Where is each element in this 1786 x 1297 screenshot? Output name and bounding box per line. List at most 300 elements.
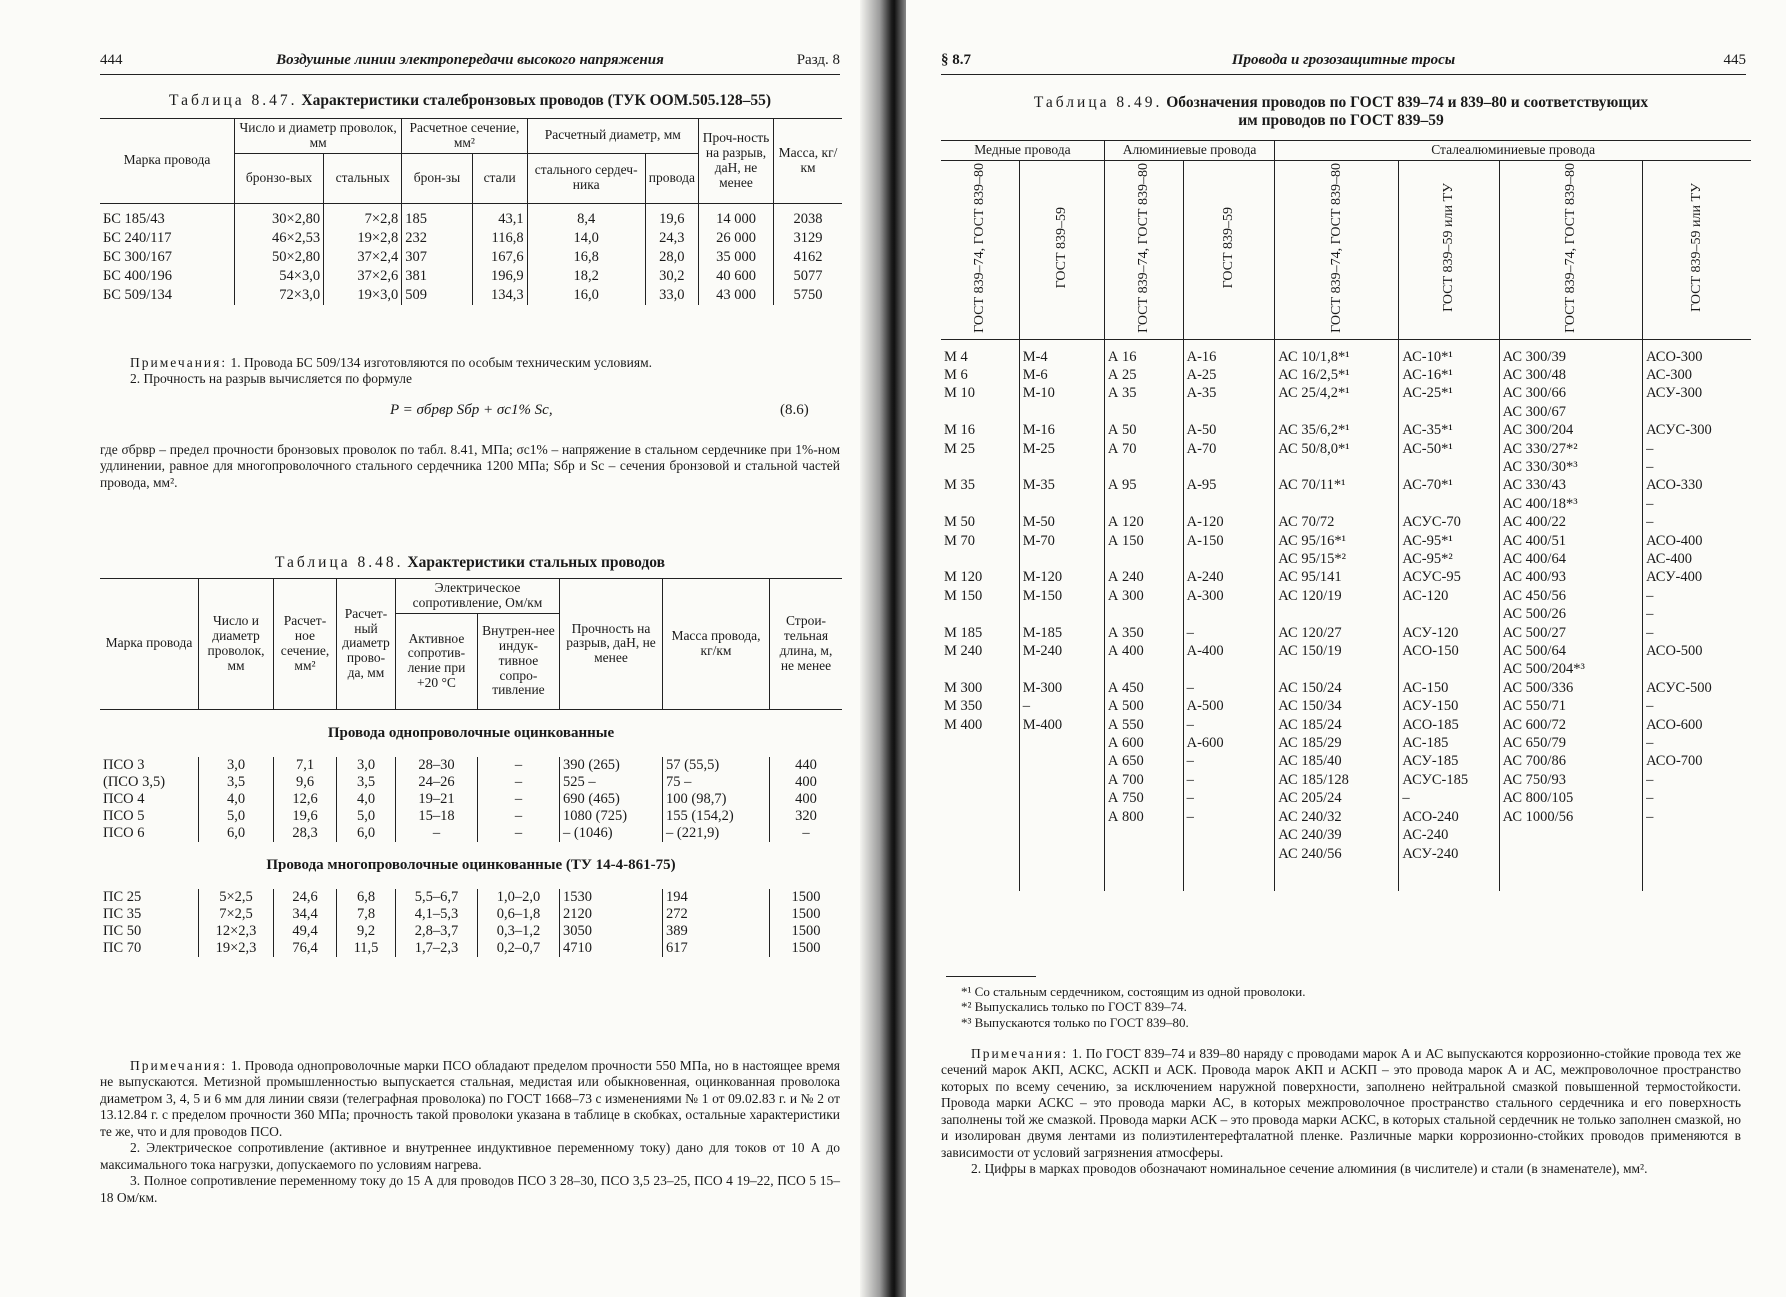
cell-copper-new: М 6	[944, 366, 968, 383]
cell-calc-diam: 4,0	[337, 791, 396, 808]
table-row	[941, 458, 1751, 476]
cell-sa1-old	[1399, 458, 1499, 476]
cell-copper-new: М 4	[944, 348, 968, 365]
cell-aluminum-old: –	[1183, 752, 1275, 770]
cell-core-diam: 18,2	[527, 267, 645, 286]
cell-mark: ПС 25	[103, 888, 142, 905]
cell-active: 5,5–6,7	[396, 889, 478, 906]
cell-copper-old: М-70	[1019, 532, 1104, 550]
cell-mass: 5077	[774, 267, 843, 286]
cell-copper-old	[1019, 826, 1104, 844]
cell-active: –	[396, 825, 478, 842]
col-steel: стальных	[324, 153, 402, 203]
table-848-body	[100, 709, 842, 957]
cell-sa2-new: АС 300/66	[1502, 385, 1566, 402]
cell-aluminum-new	[1104, 403, 1183, 421]
cell-aluminum-new	[1104, 458, 1183, 476]
cell-sa1-new: АС 50/8,0*¹	[1278, 440, 1350, 457]
cell-mark: ПСО 4	[103, 790, 145, 807]
left-page	[0, 0, 880, 1297]
cell-sa2-old: АС-400	[1643, 550, 1751, 568]
col-calc-diam: Расчетный диаметр, мм	[527, 119, 698, 154]
cell-wire-diam: 28,0	[645, 248, 698, 267]
cell-calc-section: 19,6	[274, 808, 337, 825]
cell-inductive: –	[477, 774, 559, 791]
table-848-caption: Таблица 8.48. Характеристики стальных проводов	[274, 554, 666, 571]
cell-sa2-new: АС 750/93	[1502, 771, 1566, 788]
cell-aluminum-new: А 500	[1107, 698, 1144, 715]
cell-aluminum-old: А-95	[1183, 476, 1275, 494]
cell-copper-new	[941, 826, 1019, 844]
cell-sa1-old: АС-70*¹	[1399, 476, 1499, 494]
cell-sa1-new: АС 185/24	[1278, 716, 1342, 733]
table-row	[941, 568, 1751, 586]
cell-strength: 3050	[560, 923, 663, 940]
cell-sa1-new: АС 120/19	[1278, 587, 1342, 604]
cell-copper-new	[941, 605, 1019, 623]
cell-sa2-new: АС 400/22	[1502, 514, 1566, 531]
col-length: Строи-тельная длина, м, не менее	[770, 579, 843, 710]
cell-sa1-new: АС 240/39	[1278, 827, 1342, 844]
cell-copper-old: М-400	[1019, 716, 1104, 734]
cell-sa2-old: –	[1643, 624, 1751, 642]
cell-copper-new: М 50	[944, 514, 976, 531]
col-copper-new: ГОСТ 839–74, ГОСТ 839–80	[941, 160, 1019, 339]
col-sec-steel: стали	[472, 153, 527, 203]
cell-copper-new	[941, 403, 1019, 421]
cell-strength: 525 –	[560, 774, 663, 791]
cell-copper-old	[1019, 808, 1104, 826]
cell-length: 400	[770, 791, 843, 808]
col-mass: Масса, кг/км	[774, 119, 843, 204]
table-filler-row	[941, 863, 1751, 891]
cell-aluminum-new: А 450	[1107, 679, 1144, 696]
cell-mark: ПС 35	[103, 905, 142, 922]
cell-calc-diam: 3,5	[337, 774, 396, 791]
table-row	[100, 791, 842, 808]
cell-sa1-new: АС 70/72	[1278, 514, 1335, 531]
cell-sa2-old: АСО-330	[1643, 476, 1751, 494]
cell-copper-new: М 35	[944, 477, 976, 494]
cell-aluminum-new: А 50	[1107, 422, 1137, 439]
cell-strength: 1530	[560, 889, 663, 906]
table-row	[941, 789, 1751, 807]
cell-copper-old: М-10	[1019, 384, 1104, 402]
col-active: Активное сопротив-ление при +20 °С	[396, 613, 478, 709]
cell-sec-steel: 196,9	[472, 267, 527, 286]
cell-mass: 57 (55,5)	[663, 757, 770, 774]
cell-sa2-old: АСУС-500	[1643, 679, 1751, 697]
group-heading: Провода однопроволочные оцинкованные	[327, 724, 615, 741]
cell-aluminum-old	[1183, 845, 1275, 863]
cell-calc-diam: 9,2	[337, 923, 396, 940]
cell-sa1-new: АС 185/128	[1278, 771, 1349, 788]
cell-mark: ПС 70	[103, 939, 142, 956]
table-row	[941, 366, 1751, 384]
cell-copper-new	[941, 789, 1019, 807]
cell-inductive: 0,6–1,8	[477, 906, 559, 923]
cell-copper-old	[1019, 845, 1104, 863]
formula-8-6: P = σбрвр Sбр + σс1% Sс,	[390, 402, 553, 418]
cell-sa1-old: АС-120	[1399, 587, 1499, 605]
cell-sa1-new: АС 70/11*¹	[1278, 477, 1346, 494]
cell-sec-bronze: 381	[402, 267, 472, 286]
cell-sa1-new	[1275, 403, 1399, 421]
cell-sa1-old: АС-185	[1399, 734, 1499, 752]
cell-sa2-new: АС 500/336	[1502, 679, 1574, 696]
cell-copper-new	[941, 734, 1019, 752]
cell-sa2-new: АС 330/43	[1502, 477, 1566, 494]
cell-strength: – (1046)	[560, 825, 663, 842]
cell-mark: БС 240/117	[103, 229, 172, 246]
cell-core-diam: 16,8	[527, 248, 645, 267]
cell-steel-wires: 37×2,4	[324, 248, 402, 267]
cell-strength: 2120	[560, 906, 663, 923]
cell-sa1-new: АС 95/141	[1278, 569, 1342, 586]
table-848	[100, 578, 842, 957]
cell-bronze-wires: 30×2,80	[235, 203, 324, 229]
cell-steel-wires: 19×2,8	[324, 229, 402, 248]
cell-mass: 100 (98,7)	[663, 791, 770, 808]
cell-sa1-new: АС 150/24	[1278, 679, 1342, 696]
cell-copper-old	[1019, 458, 1104, 476]
cell-sa2-new: АС 400/64	[1502, 551, 1566, 567]
filler-cell	[1499, 863, 1642, 891]
formula-explanation: где σбрвр – предел прочности бронзовых проволок по табл. 8.41, МПа; σс1% – напряжение в стальном сердечнике при 1%-ном удлинении, равное для многопроволочного стального сердечника 1200 МПа; Sбр и Sс – сечения бронзовой и стальной частей провода, мм².	[100, 442, 840, 490]
cell-strength: 690 (465)	[560, 791, 663, 808]
cell-aluminum-new: А 16	[1107, 348, 1137, 365]
cell-sa2-new: АС 800/105	[1502, 790, 1574, 807]
cell-copper-old: М-50	[1019, 513, 1104, 531]
cell-core-diam: 16,0	[527, 286, 645, 305]
cell-aluminum-old: А-70	[1183, 440, 1275, 458]
cell-wire-diam: 24,3	[645, 229, 698, 248]
notes-849: Примечания: 1. По ГОСТ 839–74 и 839–80 наряду с проводами марок А и АС выпускаются коррозионно-стойкие провода тех же сечений марок АКП, АСКС, АСКП и АСК. Провода марок АКП и АСКП – это провода марок А и АС, межпроволочное пространство которых по всему сечению, за исключением наружной поверхности, заполнено нейтральной смазкой повышенной термостойкости. Провода марки АСКС – это провода марки АС, в которых межпроволочное пространство стального сердечника и его поверхность заполнены той же смазкой. Провода марки АСК – это провода марки АСКС, в которых стальной сердечник не только заполнен смазкой, но и изолирован двумя лентами из полиэтилентерефталатной пленке. Различные марки коррозионно-стойких проводов применяются в зависимости от условий загрязнения атмосферы. 2. Цифры в марках проводов обозначают номинальное сечение алюминия (в числителе) и стали (в знаменателе), мм².	[941, 1046, 1741, 1177]
cell-sa2-old: АСУ-400	[1643, 568, 1751, 586]
cell-sa1-new: АС 185/29	[1278, 735, 1342, 752]
cell-length: 400	[770, 774, 843, 791]
cell-sa1-new	[1275, 605, 1399, 623]
cell-inductive: 0,3–1,2	[477, 923, 559, 940]
col-count-diam: Число и диаметр проволок, мм	[199, 579, 274, 710]
filler-cell	[1275, 863, 1399, 891]
filler-cell	[1643, 863, 1751, 891]
cell-sa2-new: АС 330/30*³	[1502, 458, 1578, 475]
table-849	[941, 140, 1751, 891]
cell-aluminum-new	[1104, 605, 1183, 623]
cell-aluminum-new	[1104, 660, 1183, 678]
col-sa2-new: ГОСТ 839–74, ГОСТ 839–80	[1499, 160, 1642, 339]
cell-bronze-wires: 72×3,0	[235, 286, 324, 305]
cell-copper-new: М 120	[944, 569, 983, 586]
cell-aluminum-old	[1183, 605, 1275, 623]
cell-mark: ПС 50	[103, 922, 142, 939]
col-al-old: ГОСТ 839–59	[1183, 160, 1275, 339]
cell-sec-bronze: 232	[402, 229, 472, 248]
cell-sa2-new: АС 300/48	[1502, 366, 1566, 383]
cell-copper-old: М-300	[1019, 679, 1104, 697]
cell-calc-section: 76,4	[274, 940, 337, 957]
cell-copper-old	[1019, 550, 1104, 568]
cell-strength: 1080 (725)	[560, 808, 663, 825]
cell-copper-new: М 25	[944, 440, 976, 457]
cell-calc-diam: 6,8	[337, 889, 396, 906]
cell-sa1-old: АС-150	[1399, 679, 1499, 697]
cell-bronze-wires: 46×2,53	[235, 229, 324, 248]
cell-copper-new	[941, 660, 1019, 678]
col-sa1-old: ГОСТ 839–59 или ТУ	[1399, 160, 1499, 339]
cell-sec-steel: 134,3	[472, 286, 527, 305]
table-row	[100, 825, 842, 842]
cell-sa1-new	[1275, 458, 1399, 476]
page-number: 445	[1723, 52, 1746, 68]
cell-steel-wires: 37×2,6	[324, 267, 402, 286]
cell-aluminum-new: А 150	[1107, 532, 1144, 549]
cell-sa1-new: АС 10/1,8*¹	[1278, 348, 1350, 365]
table-row	[100, 757, 842, 774]
table-row	[100, 940, 842, 957]
table-row	[100, 229, 842, 248]
col-wire: провода	[645, 153, 698, 203]
table-row	[941, 826, 1751, 844]
cell-length: 320	[770, 808, 843, 825]
cell-sa2-new: АС 450/56	[1502, 587, 1566, 604]
table-row	[100, 286, 842, 305]
cell-inductive: –	[477, 825, 559, 842]
table-847-caption: Таблица 8.47. Характеристики сталебронзовых проводов (ТУК ООМ.505.128–55)	[169, 92, 771, 109]
cell-aluminum-old: А-25	[1183, 366, 1275, 384]
cell-copper-new	[941, 752, 1019, 770]
cell-sa2-old: АСУ-300	[1643, 384, 1751, 402]
formula-number: (8.6)	[780, 402, 809, 418]
cell-sec-bronze: 185	[402, 203, 472, 229]
cell-length: 1500	[770, 923, 843, 940]
group-heading: Провода многопроволочные оцинкованные (ТУ 14-4-861-75)	[266, 856, 676, 873]
cell-sa1-old: АСО-185	[1399, 716, 1499, 734]
cell-sa1-old: АСУС-185	[1399, 771, 1499, 789]
cell-sa2-old: –	[1643, 697, 1751, 715]
cell-mass: 389	[663, 923, 770, 940]
cell-sec-bronze: 307	[402, 248, 472, 267]
table-row	[100, 889, 842, 906]
footnote-1: *¹ Со стальным сердечником, состоящим из одной проволоки.	[961, 984, 1306, 999]
col-mark: Марка провода	[100, 119, 235, 204]
cell-sa2-new: АС 300/67	[1502, 403, 1566, 420]
page-number: 444	[100, 52, 123, 68]
cell-calc-diam: 5,0	[337, 808, 396, 825]
cell-sa1-old: АСУ-240	[1399, 845, 1499, 863]
cell-aluminum-new	[1104, 845, 1183, 863]
cell-aluminum-old	[1183, 550, 1275, 568]
cell-sa1-old: АС-50*¹	[1399, 440, 1499, 458]
col-sa2-old: ГОСТ 839–59 или ТУ	[1643, 160, 1751, 339]
cell-copper-old	[1019, 789, 1104, 807]
cell-sa2-old: АС-300	[1643, 366, 1751, 384]
cell-aluminum-new	[1104, 495, 1183, 513]
col-core: стального сердеч-ника	[527, 153, 645, 203]
table-row	[941, 624, 1751, 642]
cell-sa1-old: –	[1399, 789, 1499, 807]
cell-sa2-new: АС 400/51	[1502, 532, 1566, 549]
cell-mass: – (221,9)	[663, 825, 770, 842]
cell-aluminum-old	[1183, 495, 1275, 513]
cell-sa2-old: –	[1643, 440, 1751, 458]
cell-sa1-old: АСУ-185	[1399, 752, 1499, 770]
cell-mass: 194	[663, 889, 770, 906]
table-row	[941, 845, 1751, 863]
cell-sa2-new: АС 600/72	[1502, 716, 1566, 733]
footnote-2: *² Выпускались только по ГОСТ 839–74.	[961, 999, 1187, 1015]
running-head-left	[100, 50, 840, 75]
cell-copper-old: М-25	[1019, 440, 1104, 458]
cell-mass: 4162	[774, 248, 843, 267]
table-row	[100, 267, 842, 286]
section-label: Разд. 8	[796, 52, 840, 68]
cell-strength: 14 000	[699, 203, 774, 229]
cell-strength: 40 600	[699, 267, 774, 286]
table-847-body	[100, 203, 842, 305]
cell-copper-new: М 240	[944, 643, 983, 660]
cell-calc-section: 28,3	[274, 825, 337, 842]
cell-sa2-new	[1499, 845, 1642, 863]
cell-length: 440	[770, 757, 843, 774]
cell-inductive: –	[477, 757, 559, 774]
cell-aluminum-old: А-50	[1183, 421, 1275, 439]
cell-sa1-old: АС-25*¹	[1399, 384, 1499, 402]
cell-count-diam: 3,0	[199, 757, 274, 774]
cell-strength: 26 000	[699, 229, 774, 248]
col-sa1-new: ГОСТ 839–74, ГОСТ 839–80	[1275, 160, 1399, 339]
cell-aluminum-old: А-120	[1183, 513, 1275, 531]
cell-sec-bronze: 509	[402, 286, 472, 305]
cell-length: –	[770, 825, 843, 842]
cell-aluminum-old: А-500	[1183, 697, 1275, 715]
cell-copper-new: М 16	[944, 422, 976, 439]
cell-sa2-new: АС 400/93	[1502, 569, 1566, 586]
cell-sa1-new: АС 240/32	[1278, 808, 1342, 825]
cell-aluminum-old	[1183, 458, 1275, 476]
cell-sa1-new: АС 95/16*¹	[1278, 532, 1346, 549]
cell-aluminum-new: А 95	[1107, 477, 1137, 494]
cell-copper-old	[1019, 752, 1104, 770]
cell-sa2-old: АСО-400	[1643, 532, 1751, 550]
filler-cell	[1399, 863, 1499, 891]
cell-aluminum-old: А-240	[1183, 568, 1275, 586]
cell-aluminum-new: А 35	[1107, 385, 1137, 402]
filler-cell	[1183, 863, 1275, 891]
filler-cell	[941, 863, 1019, 891]
col-inductive: Внутрен-нее индук-тивное сопро-тивление	[477, 613, 559, 709]
cell-aluminum-old	[1183, 826, 1275, 844]
table-row	[100, 774, 842, 791]
cell-sa2-new: АС 500/27	[1502, 624, 1566, 641]
col-calc-diam: Расчет-ный диаметр прово-да, мм	[337, 579, 396, 710]
cell-inductive: 0,2–0,7	[477, 940, 559, 957]
cell-sa1-new: АС 95/15*²	[1278, 551, 1346, 567]
cell-mass: 617	[663, 940, 770, 957]
notes-848: Примечания: 1. Провода однопроволочные марки ПСО обладают пределом прочности 550 МПа, но в настоящее время не выпускаются. Метизной промышленностью выпускается стальная, медистая или обыкновенная, оцинкованная проволока диаметром 3, 4, 5 и 6 мм для линии связи (телеграфная проволока) по ГОСТ 1668–73 с изменениями № 1 от 09.02.83 г. и № 2 от 13.12.84 г. с пределом прочности 360 МПа; прочность такой проволоки указана в таблице в скобках, остальные характеристики те же, что и для проводов ПСО. 2. Электрическое сопротивление (активное и внутреннее индуктивное переменному току) дано для токов от 10 А до максимального тока нагрузки, допускаемого по условиям нагрева. 3. Полное сопротивление переменному току до 15 А для проводов ПСО 3 28–30, ПСО 3,5 23–25, ПСО 4 19–22, ПСО 5 15–18 Ом/км.	[100, 1058, 840, 1205]
col-strength: Прочность на разрыв, даН, не менее	[560, 579, 663, 710]
cell-calc-section: 49,4	[274, 923, 337, 940]
cell-sec-steel: 167,6	[472, 248, 527, 267]
cell-sa2-new: АС 1000/56	[1502, 808, 1574, 825]
cell-aluminum-new: А 350	[1107, 624, 1144, 641]
cell-count-diam: 5×2,5	[199, 889, 274, 906]
cell-sa2-old	[1643, 660, 1751, 678]
table-row	[941, 587, 1751, 605]
cell-aluminum-new: А 400	[1107, 643, 1144, 660]
cell-copper-old	[1019, 771, 1104, 789]
cell-count-diam: 19×2,3	[199, 940, 274, 957]
col-sec-bronze: брон-зы	[402, 153, 472, 203]
cell-sa2-old: –	[1643, 771, 1751, 789]
cell-sa2-old	[1643, 403, 1751, 421]
table-row	[100, 906, 842, 923]
table-row	[941, 495, 1751, 513]
cell-sa2-old: –	[1643, 587, 1751, 605]
cell-sa2-new: АС 500/204*³	[1502, 661, 1585, 678]
cell-sa2-new: АС 400/18*³	[1502, 495, 1578, 512]
cell-sa2-old: АСО-700	[1643, 752, 1751, 770]
cell-sa2-new: АС 650/79	[1502, 735, 1566, 752]
running-title: Воздушные линии электропередачи высокого напряжения	[276, 52, 664, 68]
cell-copper-new	[941, 771, 1019, 789]
cell-sa2-old	[1643, 826, 1751, 844]
table-row	[941, 660, 1751, 678]
cell-aluminum-old: –	[1183, 808, 1275, 826]
cell-copper-new: М 150	[944, 587, 983, 604]
cell-active: 24–26	[396, 774, 478, 791]
cell-sa1-new: АС 16/2,5*¹	[1278, 366, 1350, 383]
table-row	[100, 248, 842, 267]
cell-copper-old	[1019, 403, 1104, 421]
running-head-right	[941, 50, 1746, 75]
cell-aluminum-old: –	[1183, 789, 1275, 807]
cell-sa1-old: АСО-240	[1399, 808, 1499, 826]
col-al-new: ГОСТ 839–74, ГОСТ 839–80	[1104, 160, 1183, 339]
cell-copper-new: М 350	[944, 698, 983, 715]
cell-sa2-new: АС 300/39	[1502, 348, 1566, 365]
group-steel-aluminum: Сталеалюминиевые провода	[1275, 141, 1751, 161]
cell-aluminum-old: А-400	[1183, 642, 1275, 660]
cell-aluminum-old: А-150	[1183, 532, 1275, 550]
cell-copper-new: М 70	[944, 532, 976, 549]
cell-sa1-old: АСУС-95	[1399, 568, 1499, 586]
cell-core-diam: 14,0	[527, 229, 645, 248]
cell-bronze-wires: 50×2,80	[235, 248, 324, 267]
cell-copper-old: М-240	[1019, 642, 1104, 660]
cell-wire-diam: 33,0	[645, 286, 698, 305]
group-heading-row	[100, 709, 842, 757]
cell-copper-old	[1019, 605, 1104, 623]
cell-mark: ПСО 3	[103, 756, 145, 773]
cell-inductive: 1,0–2,0	[477, 889, 559, 906]
cell-active: 15–18	[396, 808, 478, 825]
cell-copper-old: М-35	[1019, 476, 1104, 494]
cell-sa1-new: АС 120/27	[1278, 624, 1342, 641]
cell-sa1-old: АС-95*¹	[1399, 532, 1499, 550]
cell-sa1-old	[1399, 660, 1499, 678]
table-row	[941, 771, 1751, 789]
table-row	[941, 421, 1751, 439]
cell-sa2-new: АС 500/26	[1502, 606, 1566, 623]
cell-strength: 4710	[560, 940, 663, 957]
cell-mark: БС 300/167	[103, 248, 173, 265]
cell-sa1-old	[1399, 605, 1499, 623]
col-copper-old: ГОСТ 839–59	[1019, 160, 1104, 339]
cell-aluminum-new	[1104, 550, 1183, 568]
cell-sa1-new: АС 35/6,2*¹	[1278, 422, 1350, 439]
